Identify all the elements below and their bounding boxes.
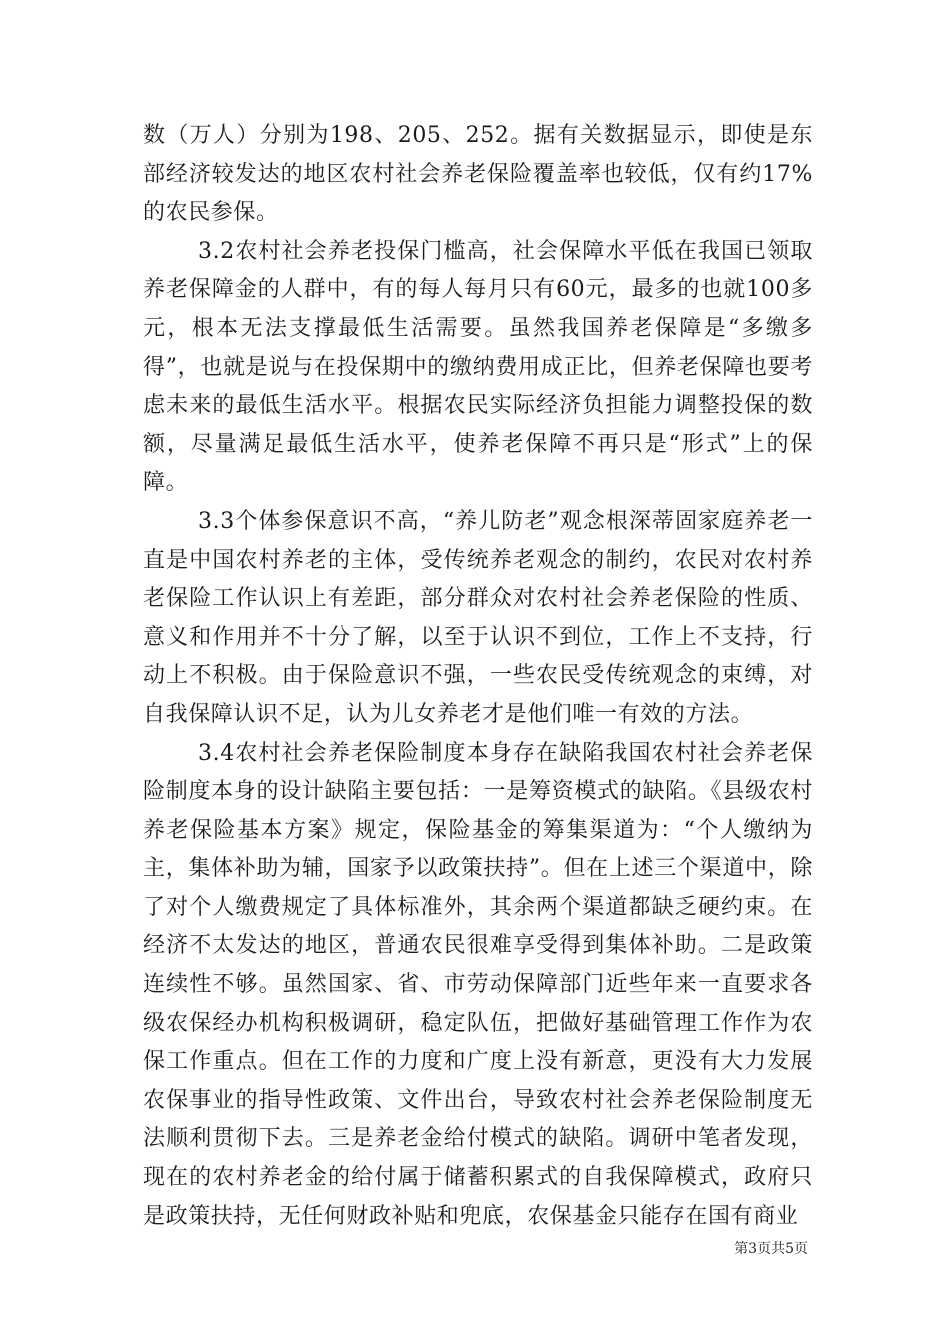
paragraph-section-3-4: 3.4农村社会养老保险制度本身存在缺陷我国农村社会养老保险制度本身的设计缺陷主要包括：一是筹资模式的缺陷。《县级农村养老保险基本方案》规定，保险基金的筹集渠道为：“个人缴纳为主，集体补助为辅，国家予以政策扶持”。但在上述三个渠道中，除了对个人缴费规定了具体标准外，其余两个渠道都缺乏硬约束。在经济不太发达的地区，普通农民很难享受得到集体补助。二是政策连续性不够。虽然国家、省、市劳动保障部门近些年来一直要求各级农保经办机构积极调研，稳定队伍，把做好基础管理工作作为农保工作重点。但在工作的力度和广度上没有新意，更没有大力发展农保事业的指导性政策、文件出台，导致农村社会养老保险制度无法顺利贯彻下去。三是养老金给付模式的缺陷。调研中笔者发现，现在的农村养老金的给付属于储蓄积累式的自我保障模式，政府只是政策扶持，无任何财政补贴和兜底，农保基金只能存在国有商业: [143, 740, 813, 1229]
paragraph-section-3-2: 3.2农村社会养老投保门槛高，社会保障水平低在我国已领取养老保障金的人群中，有的每人每月只有60元，最多的也就100多元，根本无法支撑最低生活需要。虽然我国养老保障是“多缴多得”，也就是说与在投保期中的缴纳费用成正比，但养老保障也要考虑未来的最低生活水平。根据农民实际经济负担能力调整投保的数额，尽量满足最低生活水平，使养老保障不再只是“形式”上的保障。: [143, 238, 813, 496]
paragraph-continuation: 数（万人）分别为198、205、252。据有关数据显示，即使是东部经济较发达的地区农村社会养老保险覆盖率也较低，仅有约17%的农民参保。: [143, 123, 813, 226]
page-number-footer: 第3页共5页: [734, 1241, 808, 1257]
document-body: [143, 117, 813, 1236]
paragraph-section-3-3: 3.3个体参保意识不高，“养儿防老”观念根深蒂固家庭养老一直是中国农村养老的主体，受传统养老观念的制约，农民对农村养老保险工作认识上有差距，部分群众对农村社会养老保险的性质、意义和作用并不十分了解，以至于认识不到位，工作上不支持，行动上不积极。由于保险意识不强，一些农民受传统观念的束缚，对自我保障认识不足，认为儿女养老才是他们唯一有效的方法。: [143, 508, 813, 727]
